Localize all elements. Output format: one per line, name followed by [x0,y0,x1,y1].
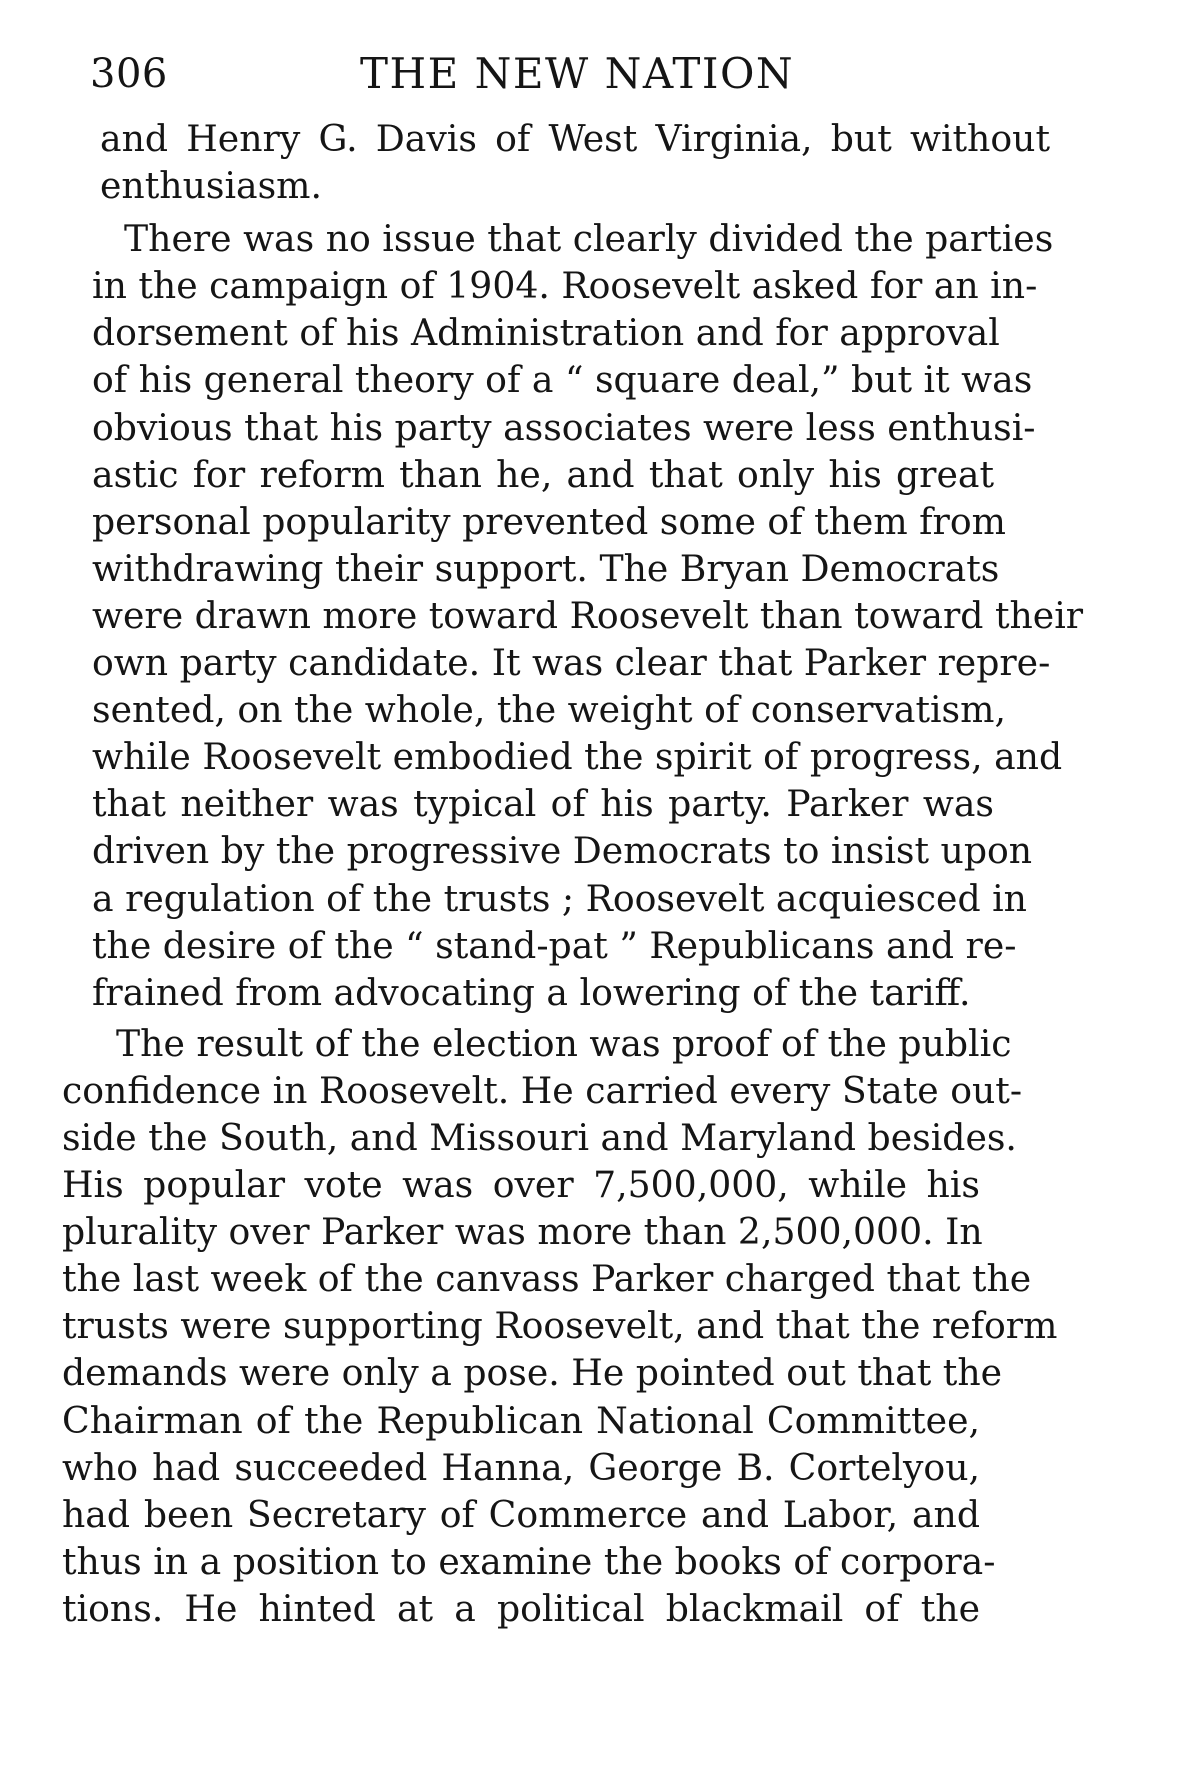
text-line: that neither was typical of his party. Parker was [92,782,994,826]
text-line: in the campaign of 1904. Roosevelt asked for an in- [92,264,1038,308]
text-line: dorsement of his Administration and for approval [92,311,1000,355]
text-line: personal popularity prevented some of them from [92,499,1006,543]
text-line: confidence in Roosevelt. He carried every State out- [62,1068,1023,1112]
text-line: driven by the progressive Democrats to insist upon [92,829,1033,873]
text-line: There was no issue that clearly divided the parties [124,217,1054,261]
text-line: obvious that his party associates were less enthusi- [92,405,1036,449]
text-line: thus in a position to examine the books of corpora- [62,1539,996,1583]
text-line: frained from advocating a lowering of the tariff. [92,970,971,1014]
text-line: enthusiasm. [100,164,322,208]
text-line: plurality over Parker was more than 2,500,000. In [62,1210,983,1254]
text-line: of his general theory of a “ square deal,” but it was [92,358,1033,402]
text-line: side the South, and Missouri and Maryland besides. [62,1115,1017,1159]
text-line: a regulation of the trusts ; Roosevelt acquiesced in [92,876,1027,920]
text-line: sented, on the whole, the weight of conservatism, [92,688,1006,732]
text-line: The result of the election was proof of the public [116,1021,1012,1065]
paragraph [58,215,1084,1016]
running-title: THE NEW NATION [360,49,795,98]
body-text [58,115,1084,1632]
text-line: the last week of the canvass Parker charged that the [62,1257,1032,1301]
page-number: 306 [90,51,168,97]
text-line: while Roosevelt embodied the spirit of progress, and [92,735,1063,779]
text-line: trusts were supporting Roosevelt, and that the reform [62,1304,1058,1348]
text-line: His popular vote was over 7,500,000, while his [62,1163,980,1207]
text-line: and Henry G. Davis of West Virginia, but without [100,117,1050,160]
paragraph [58,1020,1058,1632]
text-line: own party candidate. It was clear that Parker repre- [92,641,1051,685]
text-line: withdrawing their support. The Bryan Democrats [92,546,1000,590]
text-line: who had succeeded Hanna, George B. Cortelyou, [62,1445,980,1489]
paragraph-continued [58,115,1050,209]
text-line: astic for reform than he, and that only his great [92,452,994,496]
text-line: tions. He hinted at a political blackmail of the [62,1586,980,1630]
text-line: were drawn more toward Roosevelt than toward their [92,593,1084,637]
running-head [90,44,1050,104]
text-line: had been Secretary of Commerce and Labor, and [62,1492,980,1536]
text-line: the desire of the “ stand-pat ” Republicans and re- [92,923,1017,967]
text-line: Chairman of the Republican National Committee, [62,1398,980,1442]
text-line: demands were only a pose. He pointed out that the [62,1351,1003,1395]
